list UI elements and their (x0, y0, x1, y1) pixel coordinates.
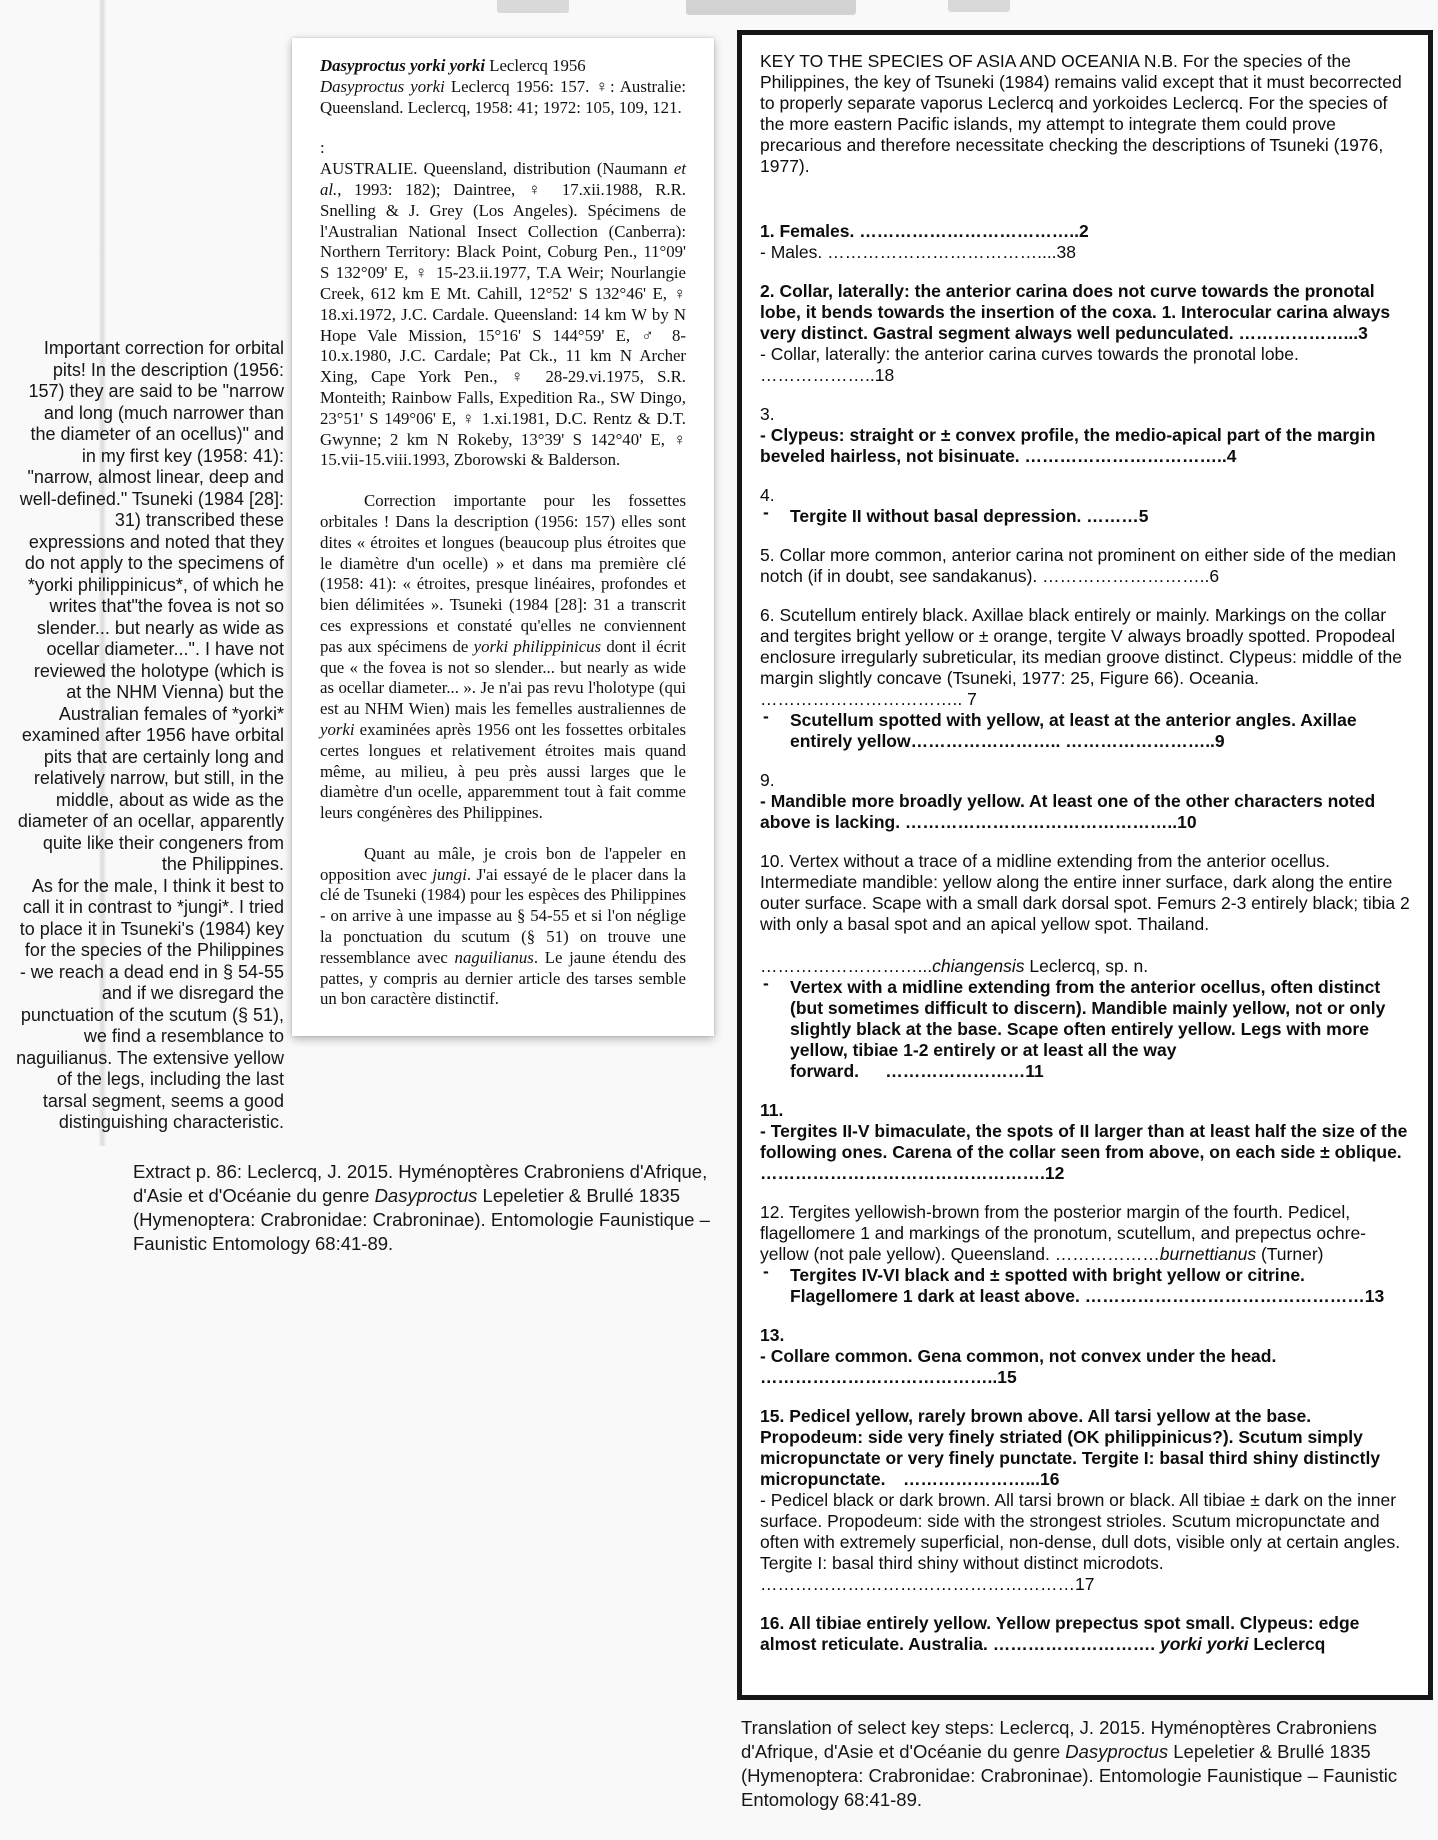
text-run: Leclercq 1956 (485, 56, 586, 75)
text-run: 10. Vertex without a trace of a midline extending from the anterior ocellus. Intermediate mandible: yellow along the entire inner surface, dark along the entire outer surface. Scape with a small dark dorsal spot. Femurs 2-3 entirely black; tibia 2 with only a basal spot and an apical yellow spot. Thailand. (760, 851, 1410, 934)
text-run: (Turner) (1256, 1244, 1324, 1264)
text-run: 1. Females. ………………………………..2 (760, 221, 1089, 241)
text-run: - Collar, laterally: the anterior carina curves towards the pronotal lobe. ………………..18 (760, 344, 1299, 385)
dash-marker: - (763, 706, 769, 726)
text-run: naguilianus (454, 947, 534, 967)
key-caption (741, 1716, 1413, 1812)
text-run: - Collare common. Gena common, not convex under the head. …………………………………..15 (760, 1346, 1277, 1387)
key-entry-line (760, 485, 1410, 506)
extract-text (320, 56, 686, 1010)
text-run: yorki philippinicus (473, 636, 602, 656)
text-run: 9. (760, 770, 775, 790)
text-run: 4. (760, 485, 775, 505)
scan-artifact (686, 0, 856, 15)
key-entry-line (760, 404, 1410, 425)
key-entry-block (760, 1406, 1410, 1595)
text-run: chiangensis (932, 956, 1025, 976)
text-run: - Pedicel black or dark brown. All tarsi brown or black. All tibiae ± dark on the inner surface. Propodeum: side with the strongest strioles. Scutum micropunctate and often with extremely superficial, non-dense, dull dots, visible only at certain angles. Tergite I: basal third shiny without distinct microdots. ………………………………………………17 (760, 1490, 1401, 1594)
text-run: Leclercq (1248, 1634, 1326, 1654)
text-run: Correction importante pour les fossettes orbitales ! Dans la description (1956: 157) elles sont dites « étroites et longues (beaucoup plus étroites que le diamètre d'un ocelle) » et dans ma première clé (1958: 41): « étroites, presque linéaires, profondes et bien délimitées ». Tsuneki (1984 [28]: 31 a transcrit ces expressions et constaté qu'elles ne conviennent pas aux spécimens de (320, 491, 686, 656)
key-entry-line (760, 973, 1410, 1082)
text-run: yorki (320, 719, 355, 739)
key-entry-line (760, 545, 1410, 587)
text-run: ………………………... (760, 956, 933, 976)
key-entry-line (760, 221, 1410, 242)
text-run: 12. Tergites yellowish-brown from the posterior margin of the fourth. Pedicel, flagellomere 1 and markings of the pronotum, scutellum, and prepectus ochre-yellow (not pale yellow). Queensland. ……………… (760, 1202, 1367, 1264)
text-run: . J'ai essayé de le placer dans la clé de Tsuneki (1984) pour les espèces des Philippines - on arrive à une impasse au § 54-55 et si l'on néglige la ponctuation du scutum (§ 51) on trouve une ressemblance avec (320, 864, 686, 967)
extract-paragraph (320, 159, 686, 471)
key-entry-line (760, 425, 1410, 467)
text-run: - Tergites II-V bimaculate, the spots of II larger than at least half the size of the following ones. Carena of the collar seen from above, on each side ± oblique. ………………………………………….12 (760, 1121, 1408, 1183)
text-run: 5. Collar more common, anterior carina not prominent on either side of the median notch (if in doubt, see sandakanus). ………………………..6 (760, 545, 1397, 586)
text-run: Dasyproctus (374, 1185, 478, 1206)
text-run: 13. (760, 1325, 785, 1345)
text-run: Lepeletier & Brullé 1835 (Hymenoptera: Crabronidae: Crabroninae). Entomologie Faunistique – Faunistic Entomology 68:41-89. (741, 1741, 1398, 1810)
text-run: Translation of select key steps: Leclercq, J. 2015. Hyménoptères Crabroniens d'Afrique, d'Asie et d'Océanie du genre (741, 1717, 1377, 1762)
key-entry-line (760, 956, 1410, 977)
text-run: 15. Pedicel yellow, rarely brown above. All tarsi yellow at the base. Propodeum: side very finely striated (OK philippinicus?). Scutum simply micropunctate or very finely punctate. Tergite I: basal third shiny distinctly micropunctate. …………………...16 (760, 1406, 1381, 1489)
key-entry-block (760, 545, 1410, 587)
text-run: Leclercq 1956: 157. ♀: Australie: Queensland. Leclercq, 1958: 41; 1972: 105, 109, 121. (320, 76, 686, 117)
key-entry-line (760, 1121, 1410, 1184)
text-run: : (320, 138, 325, 158)
key-entry-line (760, 791, 1410, 833)
extract-paragraph (320, 844, 686, 1010)
text-run: Quant au mâle, je crois bon de l'appeler en opposition avec (320, 843, 686, 884)
text-run: dont il écrit que « the fovea is not so slender... but nearly as wide as ocellar diameter... ». Je n'ai pas revu l'holotype (qui est au NHM Wien) mais les femelles australiennes de (320, 636, 686, 719)
key-entry-line (760, 851, 1410, 935)
text-run: Extract p. 86: Leclercq, J. 2015. Hyménoptères Crabroniens d'Afrique, d'Asie et d'Océanie du genre (133, 1161, 708, 1206)
annotation-paragraph: As for the male, I think it best to call it in contrast to *jungi*. I tried to place it in Tsuneki's (1984) key for the species of the Philippines - we reach a dead end in § 54-55 and if we disregard the punctuation of the scutum (§ 51), we find a resemblance to naguilianus. The extensive yellow of the legs, including the last tarsal segment, seems a good distinguishing characteristic. (16, 875, 284, 1132)
text-run: Dasyproctus yorki (320, 76, 445, 96)
key-entry-line (760, 1261, 1410, 1307)
dash-marker: - (763, 1261, 769, 1281)
key-entry-line (760, 1613, 1410, 1655)
scan-artifact (948, 0, 1010, 12)
margin-annotation (14, 338, 284, 1134)
text-run: 6. Scutellum entirely black. Axillae black entirely or mainly. Markings on the collar and tergites bright yellow or ± orange, tergite V always broadly spotted. Propodeal enclosure irregularly subreticular, its median groove distinct. Clypeus: middle of the margin slightly concave (Tsuneki, 1977: 25, Figure 66). Oceania. …………………………….. 7 (760, 605, 1402, 709)
key-entry-line (760, 281, 1410, 344)
extract-paragraph (320, 56, 686, 77)
text-run: et al. (320, 159, 686, 199)
text-run: examinées après 1956 ont les fossettes orbitales certes longues et relativement étroites mais quand même, au milieu, à peu près aussi larges que le diamètre d'un ocelle, apparemment tout à fait comme leurs congénères des Philippines. (320, 719, 686, 823)
key-entry-block (760, 1202, 1410, 1307)
key-entries (760, 221, 1410, 1655)
key-entry-block (760, 1325, 1410, 1388)
text-run: Lepeletier & Brullé 1835 (Hymenoptera: Crabronidae: Crabroninae). Entomologie Faunistique – Faunistic Entomology 68:41-89. (133, 1185, 710, 1254)
extract-paragraph (320, 138, 686, 159)
key-entry-line (760, 770, 1410, 791)
key-entry-line (760, 1490, 1410, 1595)
text-run: 11. (760, 1100, 784, 1120)
text-run: 16. All tibiae entirely yellow. Yellow prepectus spot small. Clypeus: edge almost reticulate. Australia. ………………………. (760, 1613, 1360, 1654)
key-entry-block (760, 1100, 1410, 1184)
extract-paragraph (320, 77, 686, 119)
text-run: - Clypeus: straight or ± convex profile, the medio-apical part of the margin beveled hairless, not bisinuate. ……………………………..4 (760, 425, 1376, 466)
text-run: Dasyproctus yorki yorki (320, 56, 486, 75)
key-entry-line (760, 502, 1410, 527)
key-entry-block (760, 281, 1410, 386)
extract-caption (133, 1160, 723, 1256)
key-entry-line (760, 1406, 1410, 1490)
key-entry-block (760, 221, 1410, 263)
key-entry-line (760, 605, 1410, 710)
dash-marker: - (763, 502, 769, 522)
key-entry-block (760, 605, 1410, 752)
text-run: Dasyproctus (1065, 1741, 1169, 1762)
dash-marker: - (763, 973, 769, 993)
key-entry-line (760, 344, 1410, 386)
key-panel (737, 30, 1433, 1700)
text-run: jungi (432, 864, 467, 884)
text-run: - Mandible more broadly yellow. At least one of the other characters noted above is lacking. ………………………………………..10 (760, 791, 1376, 832)
text-run: Leclercq, sp. n. (1024, 956, 1149, 976)
key-entry-block (760, 851, 1410, 1082)
key-entry-line (760, 242, 1410, 263)
key-entry-block (760, 1613, 1410, 1655)
annotation-paragraph: Important correction for orbital pits! In the description (1956: 157) they are said to be "narrow and long (much narrower than the diameter of an ocellus)" and in my first key (1958: 41): "narrow, almost linear, deep and well-defined." Tsuneki (1984 [28]: 31) transcribed these expressions and noted that they do not apply to the specimens of *yorki philippinicus*, of which he writes that"the fovea is not so slender... but nearly as wide as ocellar diameter...". I have not reviewed the holotype (which is at the NHM Vienna) but the Australian females of *yorki* examined after 1956 have orbital pits that are certainly long and relatively narrow, but still, in the middle, about as wide as the diameter of an ocellar, apparently quite like their congeners from the Philippines. (17, 338, 284, 874)
text-run: . Le jaune étendu des pattes, y compris au dernier article des tarses semble un bon caractère distinctif. (320, 947, 686, 1009)
text-run: yorki yorki (1160, 1634, 1249, 1654)
text-run: - Males. ………………………………....38 (760, 242, 1077, 262)
scan-artifact (497, 0, 569, 13)
text-run: Tergites IV-VI black and ± spotted with bright yellow or citrine. Flagellomere 1 dark at least above. …………………………………………13 (790, 1265, 1385, 1306)
text-run: 2. Collar, laterally: the anterior carina does not curve towards the pronotal lobe, it bends towards the insertion of the coxa. 1. Interocular carina always very distinct. Gastral segment always well pedunculated. ………………...3 (760, 281, 1391, 343)
text-run: Scutellum spotted with yellow, at least at the anterior angles. Axillae entirely yellow…………………….. ……………………..9 (790, 710, 1357, 751)
extract-paragraph (320, 491, 686, 824)
text-run: , 1993: 182); Daintree, ♀ 17.xii.1988, R.R. Snelling & J. Grey (Los Angeles). Spécimens de l'Australian National Insect Collection (Canberra): Northern Territory: Black Point, Coburg Pen., 11°09' S 132°09' E, ♀ 15-23.ii.1977, T.A Weir; Nourlangie Creek, 612 km E Mt. Cahill, 12°52' S 132°46' E, ♀ 18.xi.1972, J.C. Cardale. Queensland: 14 km W by N Hope Vale Mission, 15°16' S 144°59' E, ♂ 8-10.x.1980, J.C. Cardale; Pat Ck., 11 km N Archer Xing, Cape York Pen., ♀ 28-29.vi.1975, S.R. Monteith; Rainbow Falls, Expedition Ra., SW Dingo, 23°51' S 149°06' E, ♀ 1.xi.1981, D.C. Rentz & D.T. Gwynne; 2 km N Rokeby, 13°39' S 142°40' E, ♀ 15.vii-15.viii.1993, Zborowski & Balderson. (320, 179, 686, 470)
key-entry-line (760, 706, 1410, 752)
text-run: 3. (760, 404, 775, 424)
key-entry-block (760, 770, 1410, 833)
text-run: Vertex with a midline extending from the anterior ocellus, often distinct (but sometimes difficult to discern). Mandible mainly yellow, not or only slightly black at the base. Scape often entirely yellow. Legs with more yellow, tibiae 1-2 entirely or at least all the way forward. ……………………11 (790, 977, 1386, 1081)
text-run: AUSTRALIE. Queensland, distribution (Naumann (320, 159, 674, 179)
key-entry-line (760, 1325, 1410, 1346)
text-run: burnettianus (1159, 1244, 1257, 1264)
key-entry-line (760, 1202, 1410, 1265)
key-entry-block (760, 485, 1410, 527)
key-entry-line (760, 1346, 1410, 1388)
key-entry-line (760, 1100, 1410, 1121)
key-intro: KEY TO THE SPECIES OF ASIA AND OCEANIA N.B. For the species of the Philippines, the key of Tsuneki (1984) remains valid except that it must becorrected to properly separate vaporus Leclercq and yorkoides Leclercq. For the species of the more eastern Pacific islands, my attempt to integrate them could prove precarious and therefore necessitate checking the descriptions of Tsuneki (1976, 1977). (760, 51, 1402, 176)
extract-panel (292, 38, 714, 1036)
text-run: Tergite II without basal depression. ………5 (790, 506, 1149, 526)
key-entry-block (760, 404, 1410, 467)
